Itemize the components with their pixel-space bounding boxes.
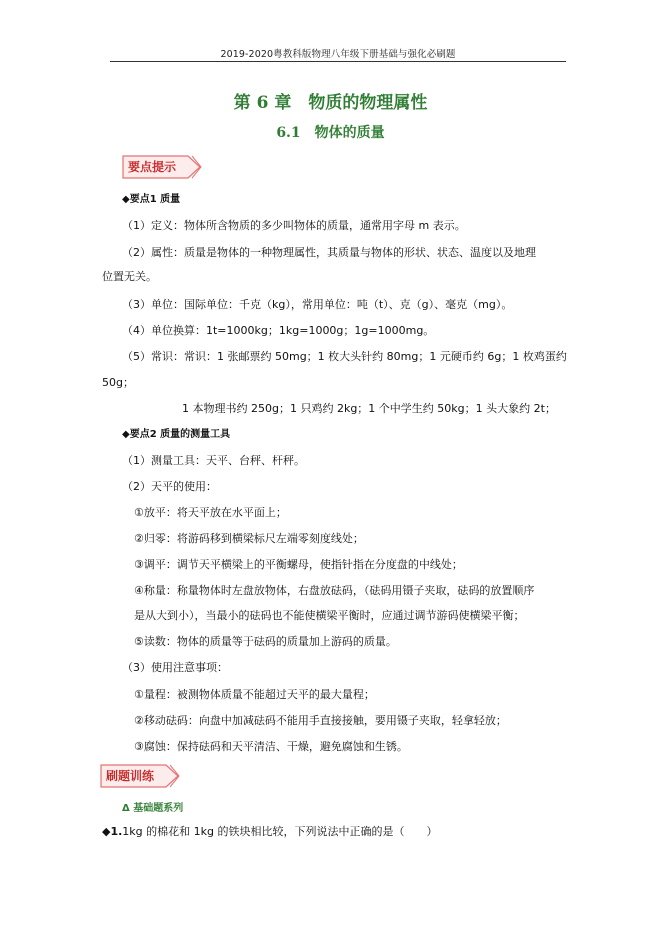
kp2-line: ③调平：调节天平横梁上的平衡螺母，使指针指在分度盘的中线处；: [134, 558, 463, 571]
header-rule: [110, 61, 566, 62]
kp2-line: ②归零：将游码移到横梁标尺左端零刻度线处；: [134, 532, 364, 545]
kp1-line: 位置无关。: [102, 270, 157, 283]
kp1-line: （2）属性：质量是物体的一种物理属性，其质量与物体的形状、状态、温度以及地理: [122, 246, 536, 259]
kp2-line: ①放平：将天平放在水平面上；: [134, 506, 287, 519]
section-title: 6.1 物体的质量: [276, 125, 385, 141]
kp1-line: （4）单位换算：1t=1000kg；1kg=1000g；1g=1000mg。: [122, 324, 435, 337]
key-point-1-title: ◆要点1 质量: [122, 194, 181, 205]
series-heading: Δ 基础题系列: [122, 803, 184, 814]
kp1-line: （1）定义：物体所含物质的多少叫物体的质量，通常用字母 m 表示。: [122, 219, 466, 232]
kp1-line: （3）单位：国际单位：千克（kg），常用单位：吨（t）、克（g）、毫克（mg）。: [122, 298, 513, 311]
kp1-line: 1 本物理书约 250g；1 只鸡约 2kg；1 个中学生约 50kg；1 头大象约 2t；: [182, 402, 556, 415]
kp2-line: ④称量：称量物体时左盘放物体，右盘放砝码，（砝码用镊子夹取，砝码的放置顺序: [134, 584, 535, 597]
practice-tag-label: 刷题训练: [106, 769, 155, 783]
running-header: 2019-2020粤教科版物理八年级下册基础与强化必刷题: [220, 49, 456, 60]
question-1: [102, 823, 438, 839]
key-point-2-title: ◆要点2 质量的测量工具: [122, 429, 231, 440]
chapter-title: 第 6 章 物质的物理属性: [233, 93, 428, 113]
kp2-line: ①量程：被测物体质量不能超过天平的最大量程；: [134, 688, 375, 701]
key-points-tag-label: 要点提示: [128, 160, 177, 174]
practice-tag: [100, 764, 180, 786]
key-points-tag: [122, 155, 202, 177]
kp1-line: 50g；: [102, 376, 134, 389]
question-text: 1kg 的棉花和 1kg 的铁块相比较，下列说法中正确的是（ ）: [122, 825, 438, 838]
kp1-line: （5）常识：常识：1 张邮票约 50mg；1 枚大头针约 80mg；1 元硬币约 6g；1 枚鸡蛋约: [122, 350, 567, 363]
kp2-line: 是从大到小），当最小的砝码也不能使横梁平衡时，应通过调节游码使横梁平衡；: [134, 609, 525, 622]
kp2-line: （3）使用注意事项：: [122, 661, 228, 674]
kp2-line: ⑤读数：物体的质量等于砝码的质量加上游码的质量。: [134, 635, 397, 648]
kp2-line: （1）测量工具：天平、台秤、杆秤。: [122, 454, 305, 467]
kp2-line: ②移动砝码：向盘中加减砝码不能用手直接接触，要用镊子夹取，轻拿轻放；: [134, 714, 507, 727]
question-number: ◆1.: [102, 825, 123, 838]
kp2-line: ③腐蚀：保持砝码和天平清洁、干燥，避免腐蚀和生锈。: [134, 740, 408, 753]
kp2-line: （2）天平的使用：: [122, 480, 217, 493]
